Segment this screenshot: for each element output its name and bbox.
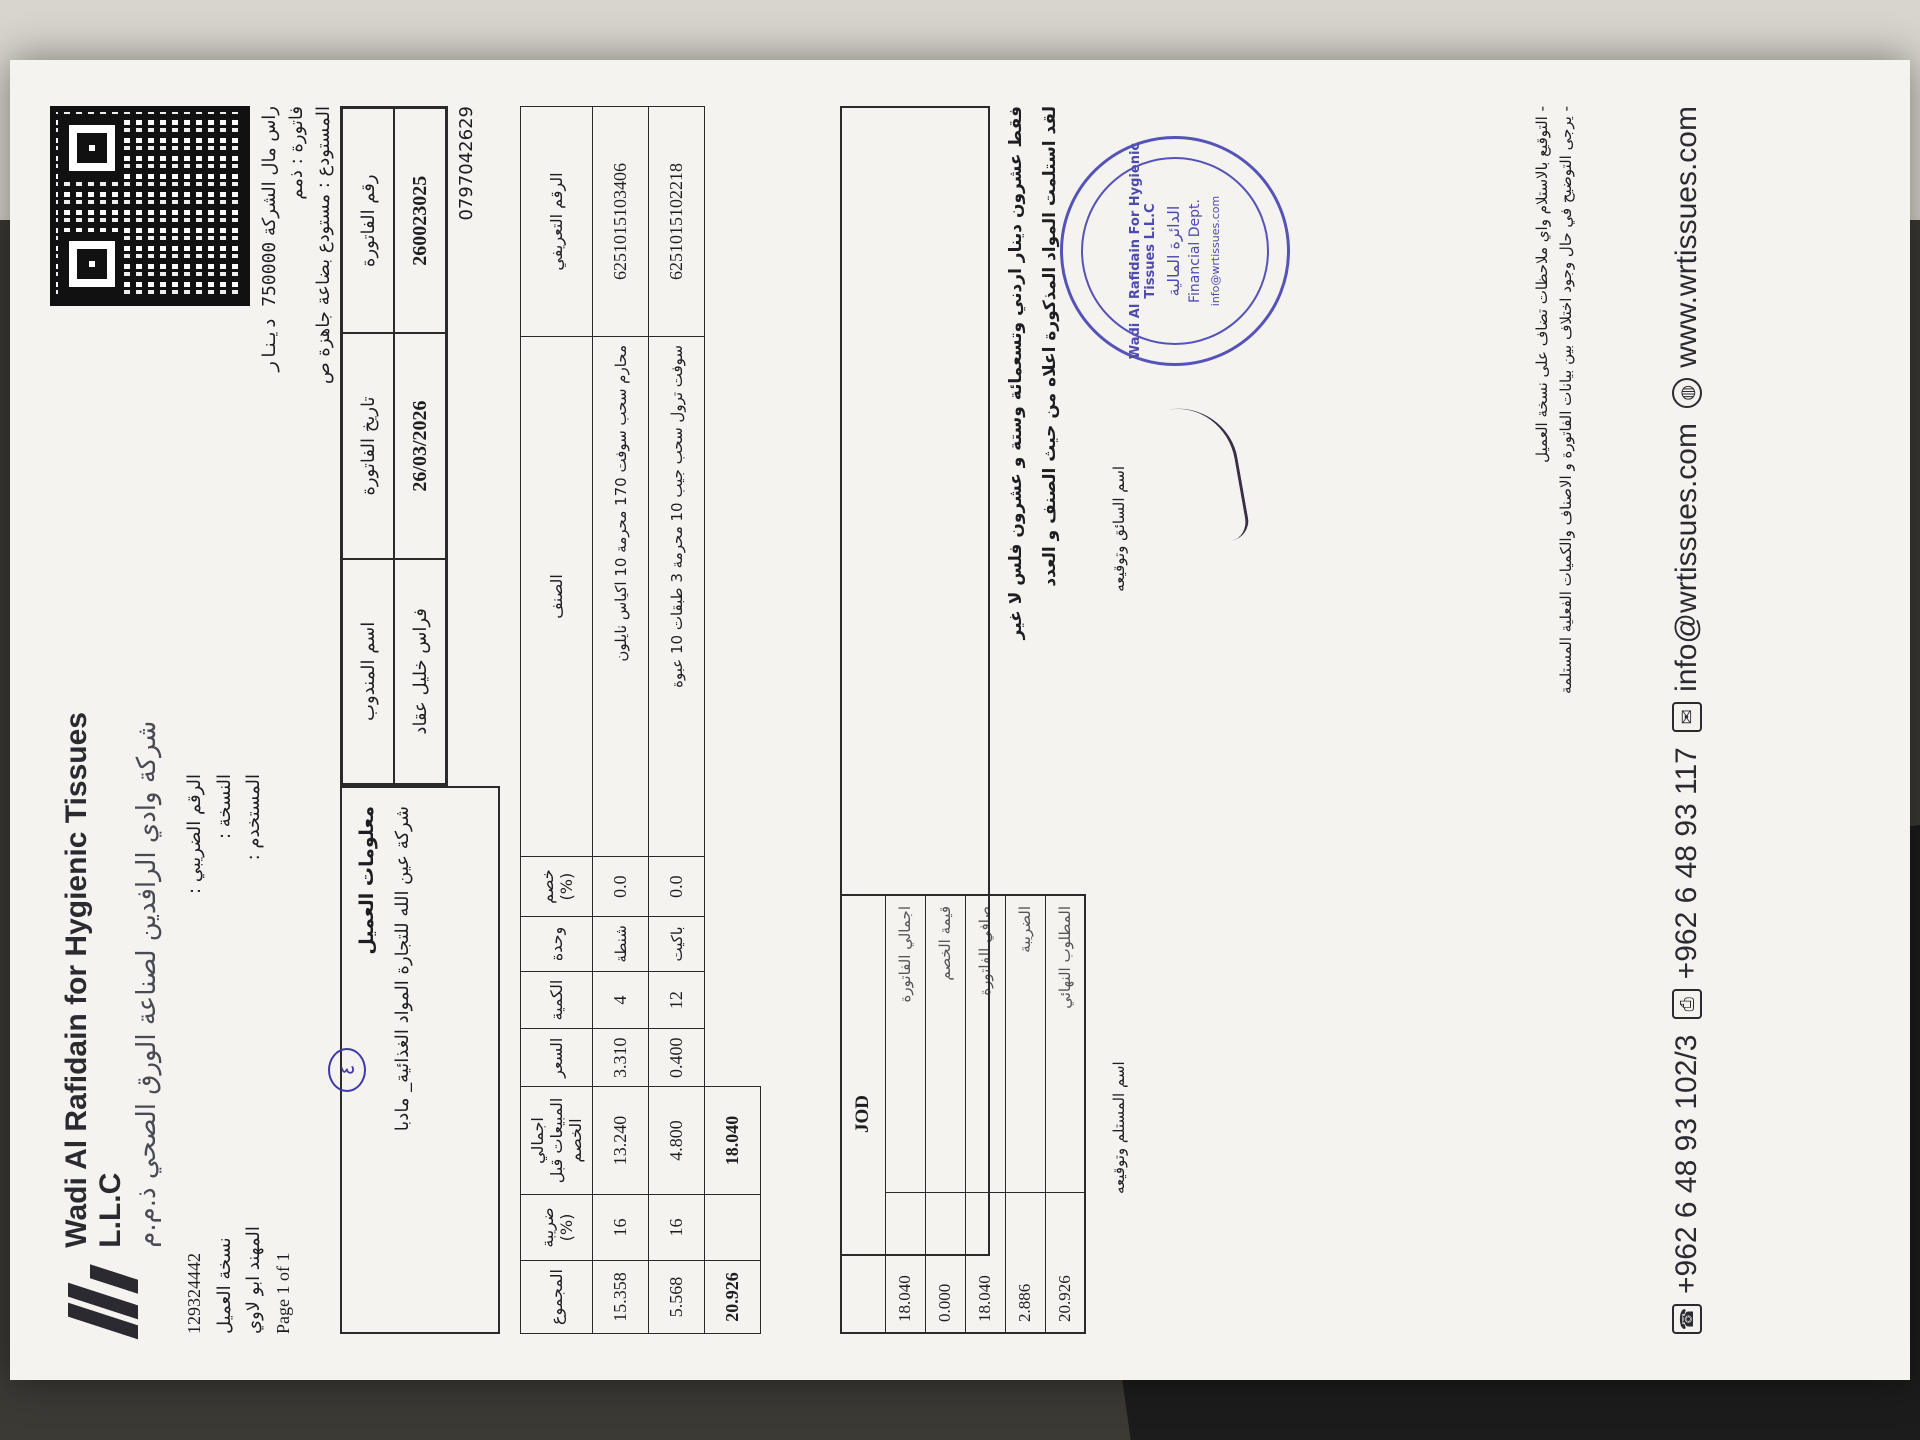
grand-total-value: 20.926 <box>1045 1193 1085 1333</box>
currency-label: JOD <box>841 895 885 1333</box>
customer-info-box <box>335 786 500 1334</box>
col-quantity: الكمية <box>521 971 593 1029</box>
invoice-details-grid <box>340 106 448 786</box>
footer-phone: +962 6 48 93 102/3 <box>1670 1034 1703 1294</box>
net-invoice-value: 18.040 <box>965 1193 1005 1333</box>
items-table <box>520 106 761 1334</box>
tax-number-label: الرقم الضريبي : <box>184 774 205 894</box>
table-header-row <box>521 107 593 1334</box>
col-subtotal: اجمالي المبيعات قبل الخصم <box>521 1086 593 1194</box>
amount-in-words: فقط عشرون دينار اردني وتسعمائة وستة و عشرون فلس لا غير <box>1006 106 1026 640</box>
col-description: الصنف <box>521 337 593 857</box>
email-icon: ✉ <box>1672 702 1702 732</box>
stamp-arabic-text: الدائرة المالية <box>1164 205 1183 297</box>
table-total-row <box>705 107 761 1334</box>
col-discount: خصم (%) <box>521 857 593 917</box>
row-price: 0.400 <box>649 1029 705 1087</box>
footer-website: www.wrtissues.com <box>1670 106 1703 368</box>
table-row <box>593 107 649 1334</box>
stamp-email-text: info@wrtissues.com <box>1209 195 1222 307</box>
customer-name: شركة عين الله للتجارة المواد الغذائية_ مادبا <box>392 806 413 1132</box>
user-value: المهند ابو لاوي <box>243 1226 265 1334</box>
invoice-date-label: تاريخ الفاتورة <box>342 333 394 558</box>
footer-note-1: - التوقيع بالاستلام واي ملاحظات تضاف على نسخة العميل <box>1533 106 1551 463</box>
invoice-meta <box>180 774 299 1334</box>
capital-label: راس مال الشركة <box>259 106 280 237</box>
footer-email: info@wrtissues.com <box>1670 423 1703 692</box>
tax-number: 129324442 <box>184 1253 204 1334</box>
invoice-type-label: فاتورة : <box>286 106 307 165</box>
row-unit: شنطة <box>593 917 649 971</box>
row-code: 6251015102218 <box>649 107 705 337</box>
row-description: محارم سحب سوفت 170 محرمة 10 اكياس نايلون <box>593 337 649 857</box>
company-stamp <box>1060 136 1290 366</box>
invoice-sheet <box>10 60 1910 1380</box>
receiver-signature-label: اسم المستلم وتوقيعه <box>1110 1061 1128 1194</box>
warehouse-label: المستودع : <box>313 106 334 189</box>
header <box>50 106 334 1334</box>
row-discount: 0.0 <box>649 857 705 917</box>
invoice-info <box>335 106 500 1334</box>
row-price: 3.310 <box>593 1029 649 1087</box>
handwritten-circled-number: ٤ <box>328 1048 366 1092</box>
copy-label: النسخة : <box>213 774 235 840</box>
invoice-number-label: رقم الفاتورة <box>342 108 394 333</box>
row-subtotal: 4.800 <box>649 1086 705 1194</box>
footer-fax: +962 6 48 93 117 <box>1670 747 1703 980</box>
stamp-ring-text: Wadi Al Rafidain For Hygienic Tissues L.L.C <box>1128 142 1158 360</box>
row-quantity: 4 <box>593 971 649 1029</box>
company-name-en: Wadi Al Rafidain for Hygienic Tissues L.L.C <box>60 712 127 1248</box>
tax-label: الضريبة <box>1005 895 1045 1193</box>
customer-info-title: معلومات العميل <box>356 806 378 955</box>
logo-mark-icon <box>60 1262 138 1334</box>
received-statement: لقد استلمت المواد المذكورة اعلاه من حيث الصنف و العدد <box>1040 106 1060 587</box>
copy-value: نسخة العميل <box>213 1237 235 1334</box>
company-logo <box>60 674 162 1334</box>
net-invoice-label: صافي الفاتورة <box>965 895 1005 1193</box>
total-invoice-value: 18.040 <box>885 1193 925 1333</box>
discount-value: 0.000 <box>925 1193 965 1333</box>
fax-icon: ⎙ <box>1672 989 1702 1019</box>
row-tax: 16 <box>649 1194 705 1260</box>
sum-subtotal: 18.040 <box>705 1086 761 1194</box>
company-name-ar: شركة وادي الرافدين لصناعة الورق الصحي ذ.م.م <box>132 720 162 1248</box>
total-invoice-label: اجمالي الفاتورة <box>885 895 925 1193</box>
row-discount: 0.0 <box>593 857 649 917</box>
row-unit: باكيت <box>649 917 705 971</box>
tax-value: 2.886 <box>1005 1193 1045 1333</box>
col-total: المجموع <box>521 1261 593 1334</box>
col-tax: ضريبة (%) <box>521 1194 593 1260</box>
user-label: المستخدم : <box>243 774 265 861</box>
invoice-type-value: ذمم <box>286 170 307 200</box>
driver-signature-label: اسم السائق وتوقيعه <box>1110 466 1128 592</box>
rep-phone: 0797042629 <box>456 106 477 221</box>
rep-name: فراس خليل عقاد <box>394 559 446 784</box>
sum-total: 20.926 <box>705 1261 761 1334</box>
table-row <box>649 107 705 1334</box>
footer-notes <box>1530 106 1578 1306</box>
page-indicator: Page 1 of 1 <box>273 1252 294 1334</box>
footer-note-2: - يرجى التوضيح في حال وجود اختلاف بين بيانات الفاتورة و الاصناف والكميات الفعلية المستلمة <box>1557 106 1575 694</box>
invoice-number: 260023025 <box>394 108 446 333</box>
notes-box <box>840 106 990 1256</box>
col-code: الرقم التعريفي <box>521 107 593 337</box>
row-description: سوفت ترول سحب جيب 10 محرمة 3 طبقات 10 عبوة <box>649 337 705 857</box>
row-code: 6251015103406 <box>593 107 649 337</box>
capital-value: 750000 دينار <box>259 241 280 372</box>
row-total: 15.358 <box>593 1261 649 1334</box>
warehouse-value: مستودع بضاعة جاهزة ص <box>313 193 334 385</box>
grand-total-label: المطلوب النهائي <box>1045 895 1085 1193</box>
discount-label: قيمة الخصم <box>925 895 965 1193</box>
rep-label: اسم المندوب <box>342 559 394 784</box>
col-price: السعر <box>521 1029 593 1087</box>
col-unit: وحدة <box>521 917 593 971</box>
globe-icon: ◍ <box>1672 378 1702 408</box>
handwritten-signature <box>1139 399 1252 553</box>
stamp-dept-text: Financial Dept. <box>1187 199 1203 303</box>
row-tax: 16 <box>593 1194 649 1260</box>
qr-block <box>50 106 334 436</box>
qr-code-icon <box>50 106 250 306</box>
row-total: 5.568 <box>649 1261 705 1334</box>
company-meta <box>256 106 337 384</box>
footer-contacts <box>1670 106 1704 1334</box>
row-quantity: 12 <box>649 971 705 1029</box>
phone-icon: ☎ <box>1672 1304 1702 1334</box>
invoice-date: 26/03/2026 <box>394 333 446 558</box>
row-subtotal: 13.240 <box>593 1086 649 1194</box>
